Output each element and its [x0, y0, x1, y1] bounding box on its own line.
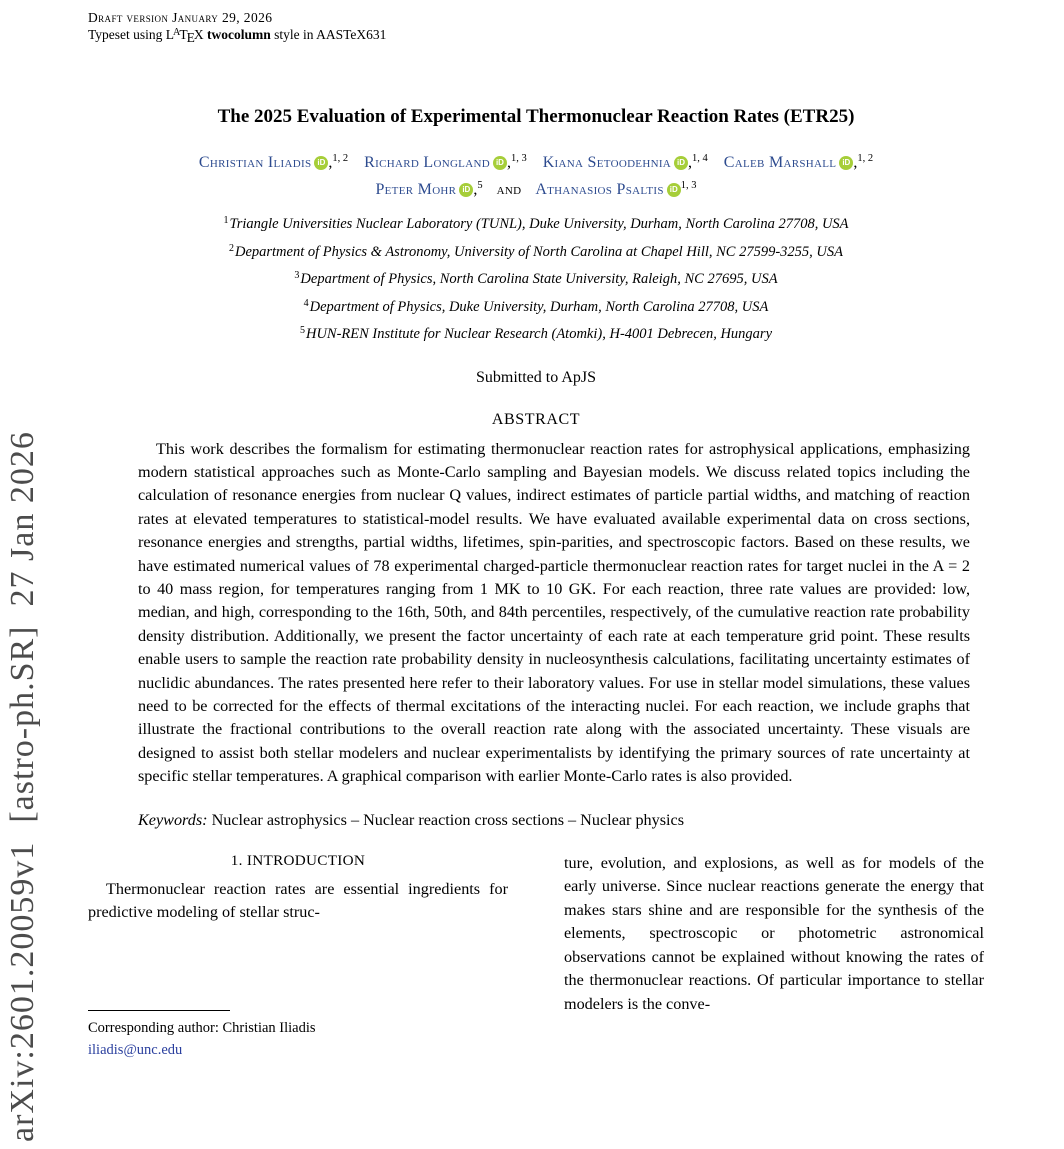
author-comma: , [473, 181, 478, 198]
orcid-icon[interactable]: iD [493, 156, 507, 170]
author-comma: , [328, 154, 333, 171]
author-affil-sup: 1, 3 [680, 180, 697, 191]
author-name[interactable]: Caleb Marshall [723, 154, 837, 171]
corresponding-author-email[interactable]: iliadis@unc.edu [88, 1041, 183, 1058]
arxiv-watermark[interactable]: arXiv:2601.20059v1 [astro-ph.SR] 27 Jan 2026 [4, 431, 41, 1142]
affiliation-number: 2 [228, 242, 234, 254]
affiliation-text: HUN-REN Institute for Nuclear Research (Atomki), H-4001 Debrecen, Hungary [305, 326, 773, 342]
submitted-line: Submitted to ApJS [475, 368, 597, 386]
affiliation [88, 237, 984, 265]
affiliation [88, 209, 984, 237]
footnote-rule [88, 1010, 230, 1011]
typeset-pre: Typeset using [88, 27, 166, 42]
affiliation-text: Triangle Universities Nuclear Laboratory (TUNL), Duke University, Durham, North Carolina 27708, USA [229, 216, 849, 232]
left-column [88, 852, 508, 1066]
twocolumn-word: twocolumn [206, 27, 271, 42]
latex-a: A [173, 27, 181, 38]
latex-logo [166, 26, 204, 45]
author-name[interactable]: Athanasios Psaltis [535, 181, 664, 198]
latex-e: E [186, 30, 195, 45]
author-comma: , [506, 154, 511, 171]
keywords-label: Keywords: [138, 810, 208, 829]
intro-paragraph-left: Thermonuclear reaction rates are essential ingredients for predictive modeling of stellar struc- [88, 879, 508, 922]
latex-l: L [165, 27, 175, 42]
author [543, 154, 708, 171]
affiliation-number: 1 [223, 215, 229, 226]
author-affil-sup: 1, 3 [510, 153, 527, 164]
abstract-body: This work describes the formalism for estimating thermonuclear reaction rates for astrophysical applications, emphasizing modern statistical approaches such as Monte-Carlo sampling and Bayesian models. We discuss related topics including the calculation of resonance energies from nuclear Q values, indirect estimates of particle partial widths, and matching of reaction rates at elevated temperatures to statistical-model results. We have evaluated available experimental data on cross sections, resonance energies and strengths, partial widths, lifetimes, spin-parities, and spectroscopic factors. Based on these results, we have estimated numerical values of 78 experimental charged-particle thermonuclear reaction rates for target nuclei in the A = 2 to 40 mass region, for temperatures ranging from 1 MK to 10 GK. For each reaction, three rate values are provided: low, median, and high, corresponding to the 16th, 50th, and 84th percentiles, respectively, of the cumulative reaction rate probability density distribution. Additionally, we present the factor uncertainty of each rate at each temperature grid point. These results enable users to sample the reaction rate probability density in nucleosynthesis calculations, facilitating uncertainty estimates of nuclidic abundances. The rates presented here refer to their laboratory values. For use in stellar model simulations, these values need to be corrected for the effects of thermal excitations of the interacting nuclei. For each reaction, we include graphs that illustrate the fractional contributions to the overall reaction rate along with the associated uncertainty. These visuals are designed to assist both stellar modelers and nuclear experimentalists by identifying the primary sources of rate uncertainty at specific stellar temperatures. A graphical comparison with earlier Monte-Carlo rates is also provided. [138, 439, 970, 786]
authors-block [88, 147, 984, 201]
latex-t: T [179, 27, 188, 42]
main-content [88, 0, 984, 1066]
affiliation-text: Department of Physics & Astronomy, University of North Carolina at Chapel Hill, NC 27599-3255, USA [234, 243, 844, 260]
author-affil-sup: 5 [477, 180, 483, 191]
author-affil-sup: 1, 4 [692, 153, 708, 164]
keywords-text: Nuclear astrophysics – Nuclear reaction cross sections – Nuclear physics [211, 810, 685, 829]
right-column [564, 852, 984, 1066]
author-name[interactable]: Kiana Setoodehnia [542, 154, 672, 171]
author-affil-sup: 1, 2 [332, 153, 349, 164]
author [724, 154, 873, 171]
abstract-heading: ABSTRACT [491, 410, 581, 428]
author [375, 181, 482, 198]
draft-version-line: Draft version January 29, 2026 [88, 10, 273, 25]
orcid-icon[interactable]: iD [839, 156, 853, 170]
two-column-section [88, 852, 984, 1066]
corresponding-author-footnote [88, 1010, 508, 1066]
author-comma: , [853, 154, 858, 171]
author-affil-sup: 1, 2 [857, 153, 874, 164]
affiliation [88, 319, 984, 347]
author-row-2 [88, 174, 984, 201]
intro-paragraph-right: ture, evolution, and explosions, as well as for models of the early universe. Since nuclear reactions generate the energy that makes stars shine and are responsible for the synthesis of the elements, spectroscopic or photometric astronomical observations cannot be explained without knowing the rates of the thermonuclear reactions. Of particular importance to stellar modelers is the conve- [564, 853, 984, 1013]
author-row-1 [88, 147, 984, 174]
top-header [88, 0, 984, 45]
typeset-line [88, 26, 984, 45]
affiliation [88, 264, 984, 292]
affiliation-number: 5 [299, 325, 305, 336]
corresponding-author-label: Corresponding author: Christian Iliadis [88, 1019, 316, 1036]
orcid-icon[interactable]: iD [674, 156, 688, 170]
author [199, 154, 348, 171]
orcid-icon[interactable]: iD [314, 156, 328, 170]
author-name[interactable]: Richard Longland [364, 154, 490, 171]
author-name[interactable]: Peter Mohr [375, 181, 457, 198]
and-label: and [496, 181, 522, 198]
affiliation-text: Department of Physics, Duke University, Durham, North Carolina 27708, USA [309, 298, 769, 315]
section-heading-introduction: 1. INTRODUCTION [230, 851, 366, 869]
orcid-icon[interactable]: iD [667, 183, 681, 197]
affiliation-number: 4 [303, 297, 309, 309]
typeset-post: style in AASTeX631 [270, 27, 387, 42]
author-comma: , [688, 154, 693, 171]
author [535, 181, 696, 198]
latex-x: X [193, 27, 204, 42]
affiliation [88, 292, 984, 320]
author [364, 154, 527, 171]
affiliation-number: 3 [294, 270, 300, 281]
affiliations-block [88, 209, 984, 347]
paper-title: The 2025 Evaluation of Experimental Thermonuclear Reaction Rates (ETR25) [217, 106, 855, 127]
keywords-line [138, 811, 970, 830]
orcid-icon[interactable]: iD [459, 183, 473, 197]
affiliation-text: Department of Physics, North Carolina State University, Raleigh, NC 27695, USA [300, 271, 778, 287]
author-name[interactable]: Christian Iliadis [198, 154, 312, 171]
